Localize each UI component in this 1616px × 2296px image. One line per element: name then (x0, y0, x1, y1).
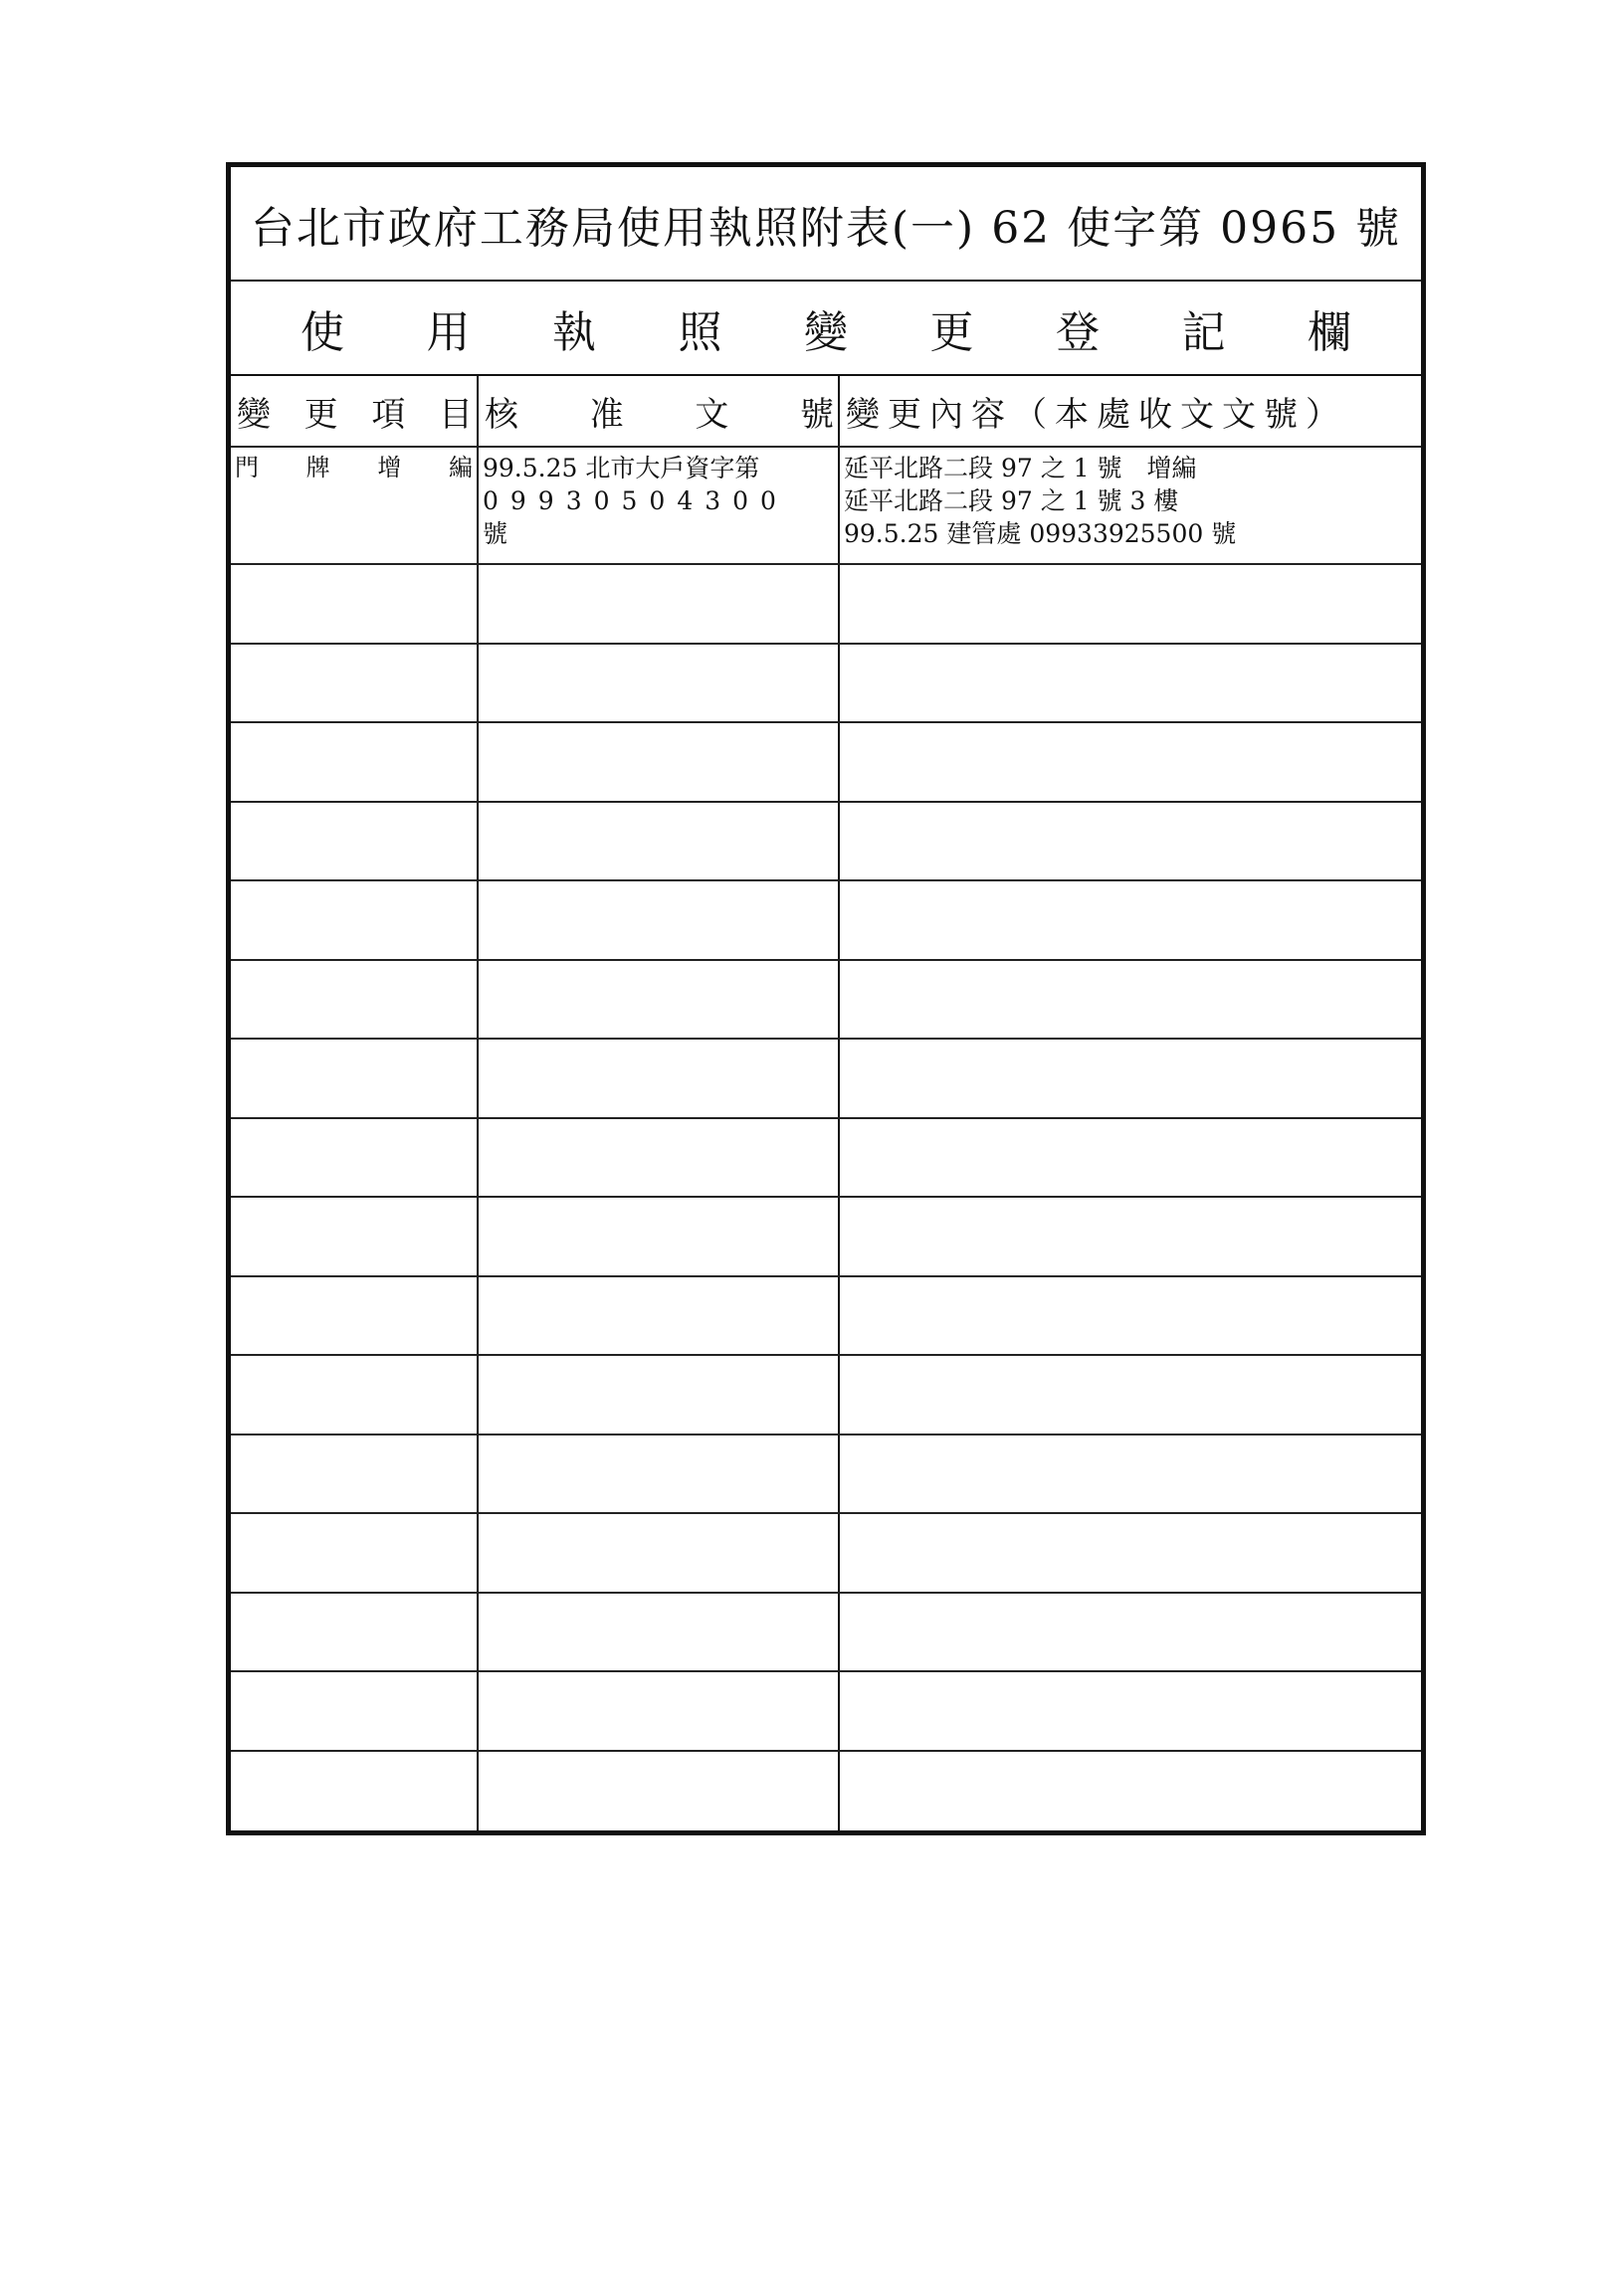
empty-cell (479, 881, 840, 959)
item-text (235, 452, 473, 484)
empty-table-row (231, 1040, 1421, 1119)
empty-cell (840, 645, 1421, 722)
empty-table-row (231, 1198, 1421, 1277)
subtitle-char: 使 (301, 306, 344, 358)
empty-cell (231, 1356, 479, 1434)
empty-table-row (231, 1356, 1421, 1435)
header-change-item (231, 376, 479, 446)
subtitle-char: 登 (1056, 306, 1100, 358)
approval-line: 99.5.25 北市大戶資字第 (483, 454, 760, 482)
empty-cell (840, 803, 1421, 880)
empty-cell (479, 961, 840, 1039)
empty-cell (840, 1435, 1421, 1513)
empty-cell (231, 881, 479, 959)
empty-table-row (231, 1119, 1421, 1199)
empty-table-row (231, 723, 1421, 803)
content-line: 99.5.25 建管處 09933925500 號 (844, 519, 1237, 548)
empty-cell (840, 1752, 1421, 1831)
empty-cell (231, 1594, 479, 1671)
header-char: 目 (438, 394, 473, 435)
empty-cell (231, 645, 479, 722)
empty-table-row (231, 565, 1421, 645)
empty-cell (840, 1514, 1421, 1592)
empty-cell (479, 1672, 840, 1750)
empty-cell (840, 1119, 1421, 1197)
empty-cell (231, 803, 479, 880)
header-char: 變 (237, 394, 271, 435)
header-char: 准 (589, 394, 624, 435)
empty-table-row (231, 881, 1421, 961)
approval-line: 09930504300 號 (483, 486, 788, 548)
empty-cell (231, 1752, 479, 1831)
empty-cell (231, 961, 479, 1039)
empty-cell (479, 803, 840, 880)
empty-cell (840, 1277, 1421, 1355)
empty-cell (840, 1198, 1421, 1275)
header-change-content (840, 376, 1421, 446)
empty-cell (231, 1435, 479, 1513)
empty-cell (479, 1514, 840, 1592)
empty-cell (840, 961, 1421, 1039)
empty-cell (231, 1672, 479, 1750)
item-char: 增 (377, 454, 402, 481)
cell-approval-number (479, 448, 840, 563)
empty-cell (840, 881, 1421, 959)
empty-cell (231, 723, 479, 801)
change-register-table (231, 376, 1421, 1830)
empty-cell (231, 1119, 479, 1197)
subtitle-char: 欄 (1308, 306, 1351, 358)
subtitle-row (231, 282, 1421, 376)
title-row (231, 167, 1421, 282)
usage-license-form (226, 162, 1426, 1835)
header-char: 核 (485, 394, 518, 435)
empty-cell (840, 1040, 1421, 1117)
cell-change-content (840, 448, 1421, 563)
item-char: 編 (448, 454, 473, 481)
cell-change-item (231, 448, 479, 563)
empty-table-row (231, 803, 1421, 882)
empty-cell (479, 1752, 840, 1831)
header-char: 更 (303, 394, 338, 435)
empty-cell (479, 565, 840, 643)
table-header-row (231, 376, 1421, 448)
empty-cell (231, 565, 479, 643)
empty-cell (231, 1040, 479, 1117)
header-char: 文 (695, 394, 729, 435)
empty-cell (479, 1356, 840, 1434)
subtitle-char: 照 (678, 306, 722, 358)
empty-cell (479, 1119, 840, 1197)
subtitle-char: 執 (552, 306, 596, 358)
empty-table-row (231, 1594, 1421, 1673)
header-content-label: 變更內容（本處收文文號） (846, 394, 1347, 435)
empty-cell (479, 1594, 840, 1671)
empty-table-row (231, 1435, 1421, 1515)
empty-cell (231, 1277, 479, 1355)
subtitle-char: 用 (426, 306, 471, 358)
form-title: 台北市政府工務局使用執照附表(一) 62 使字第 0965 號 (250, 202, 1402, 254)
header-approval-number (479, 376, 840, 446)
empty-cell (840, 723, 1421, 801)
item-char: 牌 (305, 454, 330, 481)
empty-cell (231, 1198, 479, 1275)
empty-cell (479, 645, 840, 722)
empty-table-row (231, 961, 1421, 1041)
content-line: 延平北路二段 97 之 1 號 增編 (844, 454, 1197, 482)
table-row (231, 448, 1421, 565)
header-char: 項 (371, 394, 406, 435)
empty-cell (479, 1435, 840, 1513)
empty-cell (840, 1356, 1421, 1434)
empty-cell (479, 1198, 840, 1275)
empty-cell (479, 723, 840, 801)
empty-table-row (231, 1672, 1421, 1752)
empty-table-row (231, 1277, 1421, 1357)
subtitle-char: 記 (1181, 306, 1226, 358)
subtitle-char: 變 (804, 306, 848, 358)
empty-cell (479, 1277, 840, 1355)
content-line: 延平北路二段 97 之 1 號 3 樓 (844, 486, 1179, 515)
empty-cell (840, 1672, 1421, 1750)
empty-cell (840, 1594, 1421, 1671)
empty-table-row (231, 1752, 1421, 1831)
item-char: 門 (235, 454, 259, 481)
subtitle-char: 更 (929, 306, 974, 358)
empty-table-row (231, 645, 1421, 724)
empty-cell (479, 1040, 840, 1117)
empty-cell (231, 1514, 479, 1592)
empty-cell (840, 565, 1421, 643)
empty-table-row (231, 1514, 1421, 1594)
header-char: 號 (799, 394, 834, 435)
